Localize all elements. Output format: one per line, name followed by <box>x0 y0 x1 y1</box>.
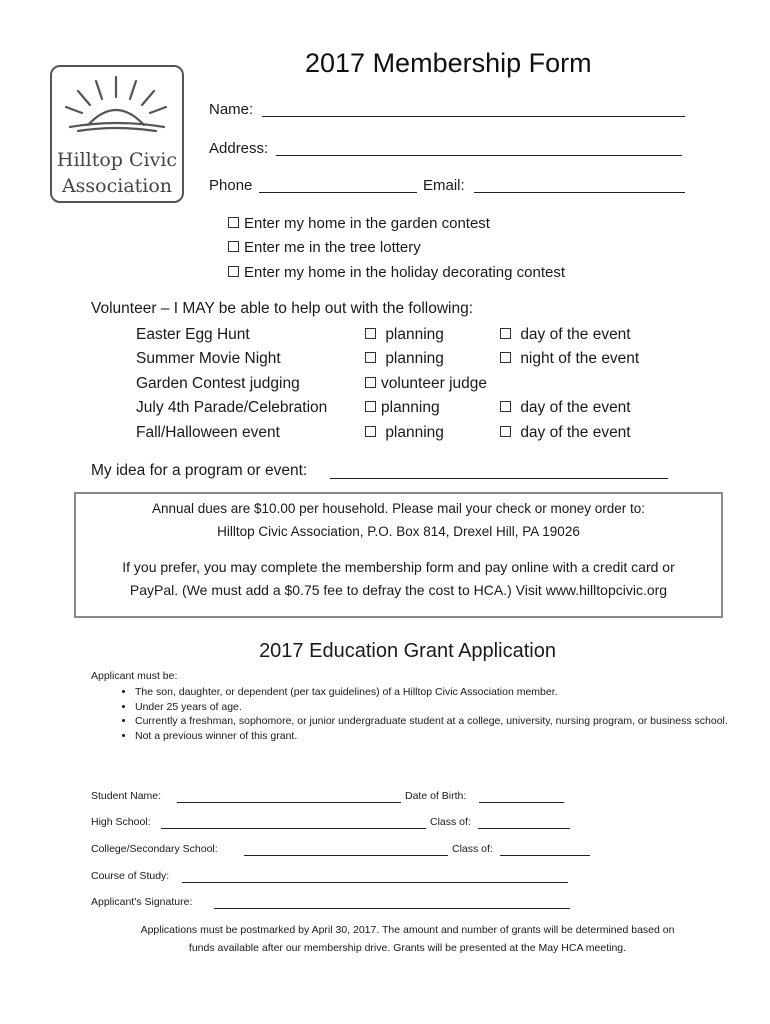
email-label: Email: <box>423 177 465 194</box>
phone-field[interactable] <box>259 192 417 193</box>
list-item: • The son, daughter, or dependent (per tax guidelines) of a Hilltop Civic Association member. <box>135 685 735 700</box>
holiday-contest-option[interactable]: Enter my home in the holiday decorating contest <box>228 264 565 281</box>
idea-field[interactable] <box>330 478 668 479</box>
name-label: Name: <box>209 101 254 118</box>
dues-line-2: Hilltop Civic Association, P.O. Box 814, Drexel Hill, PA 19026 <box>217 524 580 539</box>
volunteer-option[interactable]: planning <box>365 326 444 344</box>
volunteer-option[interactable]: day of the event <box>500 399 631 417</box>
volunteer-heading: Volunteer – I MAY be able to help out with the following: <box>91 300 474 317</box>
volunteer-option[interactable]: night of the event <box>500 350 639 368</box>
dues-line-1: Annual dues are $10.00 per household. Please mail your check or money order to: <box>151 501 646 516</box>
checkbox-icon[interactable] <box>228 266 239 277</box>
dues-line-4: PayPal. (We must add a $0.75 fee to defray the cost to HCA.) Visit www.hilltopcivic.org <box>129 582 668 598</box>
hs-class-of-label: Class of: <box>430 816 471 828</box>
address-label: Address: <box>209 140 269 157</box>
grant-title: 2017 Education Grant Application <box>259 640 556 662</box>
list-item: • Currently a freshman, sophomore, or junior undergraduate student at a college, university, nursing program, or business school. <box>135 714 735 729</box>
email-field[interactable] <box>474 192 685 193</box>
logo-name-line2: Association <box>61 175 173 197</box>
volunteer-event: Fall/Halloween event <box>136 424 280 441</box>
checkbox-icon[interactable] <box>500 328 511 339</box>
volunteer-option[interactable]: planning <box>365 350 444 368</box>
dob-label: Date of Birth: <box>405 790 467 802</box>
hs-class-of-field[interactable] <box>478 828 570 829</box>
page-title: 2017 Membership Form <box>305 48 592 78</box>
requirements-list <box>113 685 735 743</box>
course-field[interactable] <box>182 882 568 883</box>
name-field[interactable] <box>262 116 685 117</box>
volunteer-event: Summer Movie Night <box>136 350 281 367</box>
checkbox-icon[interactable] <box>365 377 376 388</box>
volunteer-option[interactable]: planning <box>365 424 444 442</box>
grant-intro: Applicant must be: <box>91 670 178 682</box>
checkbox-icon[interactable] <box>365 401 376 412</box>
signature-label: Applicant’s Signature: <box>91 896 193 908</box>
dues-box <box>74 492 723 618</box>
college-class-of-label: Class of: <box>452 843 493 855</box>
grant-footer-1: Applications must be postmarked by April 30, 2017. The amount and number of grants will be determined based on <box>140 924 675 936</box>
volunteer-event: Easter Egg Hunt <box>136 326 250 343</box>
volunteer-option[interactable]: day of the event <box>500 424 631 442</box>
grant-footer-2: funds available after our membership drive. Grants will be presented at the May HCA meeting. <box>188 942 627 954</box>
college-label: College/Secondary School: <box>91 843 218 855</box>
tree-lottery-option[interactable]: Enter me in the tree lottery <box>228 239 421 256</box>
dob-field[interactable] <box>479 802 564 803</box>
volunteer-option[interactable]: planning <box>365 399 440 417</box>
list-item: • Not a previous winner of this grant. <box>135 729 735 744</box>
checkbox-icon[interactable] <box>228 217 239 228</box>
checkbox-icon[interactable] <box>500 352 511 363</box>
checkbox-icon[interactable] <box>500 401 511 412</box>
course-label: Course of Study: <box>91 870 170 882</box>
volunteer-option[interactable]: volunteer judge <box>365 375 487 393</box>
volunteer-option[interactable]: day of the event <box>500 326 631 344</box>
dues-line-3: If you prefer, you may complete the membership form and pay online with a credit card or <box>122 559 675 575</box>
hca-logo <box>50 65 184 203</box>
checkbox-icon[interactable] <box>365 352 376 363</box>
college-class-of-field[interactable] <box>500 855 590 856</box>
garden-contest-option[interactable]: Enter my home in the garden contest <box>228 215 490 232</box>
address-field[interactable] <box>276 155 682 156</box>
high-school-field[interactable] <box>161 828 426 829</box>
phone-label: Phone <box>209 177 253 194</box>
checkbox-icon[interactable] <box>228 241 239 252</box>
signature-field[interactable] <box>214 908 570 909</box>
college-field[interactable] <box>244 855 448 856</box>
idea-label: My idea for a program or event: <box>91 462 308 479</box>
checkbox-icon[interactable] <box>365 426 376 437</box>
checkbox-icon[interactable] <box>365 328 376 339</box>
volunteer-event: Garden Contest judging <box>136 375 300 392</box>
checkbox-icon[interactable] <box>500 426 511 437</box>
list-item: • Under 25 years of age. <box>135 700 735 715</box>
student-name-label: Student Name: <box>91 790 162 802</box>
volunteer-event: July 4th Parade/Celebration <box>136 399 328 416</box>
student-name-field[interactable] <box>177 802 401 803</box>
logo-name-line1: Hilltop Civic <box>56 149 178 171</box>
high-school-label: High School: <box>91 816 151 828</box>
